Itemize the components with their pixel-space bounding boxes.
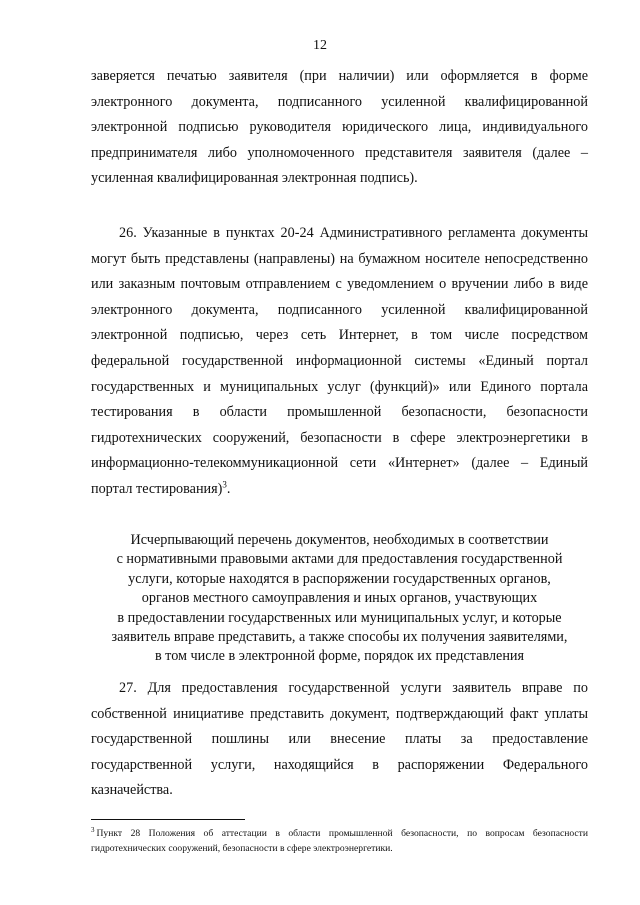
section-heading-line: органов местного самоуправления и иных органов, участвующих xyxy=(141,590,538,607)
paragraph-27: 27. Для предоставления государственной услуги заявитель вправе по собственной инициативе представить документ, подтверждающий факт уплаты государственной пошлины или внесение платы за предоставление государственной услуги, находящийся в распоряжении Федерального казначейства. xyxy=(91,680,588,799)
section-heading-line: Исчерпывающий перечень документов, необходимых в соответствии xyxy=(130,532,549,548)
section-heading-line: в предоставлении государственных или муниципальных услуг, и которые xyxy=(117,609,562,626)
section-heading-line: в том числе в электронной форме, порядок их представления xyxy=(154,648,525,665)
section-heading-line: заявитель вправе представить, а также способы их получения заявителями, xyxy=(111,629,568,646)
footnote-mark: 3 xyxy=(91,825,95,834)
footnote-text: Пункт 28 Положения об аттестации в области промышленной безопасности, по вопросам безопасности гидротехнических сооружений, безопасности в сфере электроэнергетики. xyxy=(91,828,588,854)
section-heading xyxy=(91,531,588,667)
footnote xyxy=(91,826,588,856)
section-heading-line: с нормативными правовыми актами для предоставления государственной xyxy=(116,551,563,568)
footnote-divider xyxy=(91,819,245,820)
section-heading-line: услуги, которые находятся в распоряжении государственных органов, xyxy=(128,570,551,587)
paragraph-26 xyxy=(91,221,588,503)
paragraph-continuation: заверяется печатью заявителя (при наличии) или оформляется в форме электронного документа, подписанного усиленной квалифицированной электронной подписью руководителя юридического лица, индивидуального предпринимателя либо уполномоченного представителя заявителя (далее – усиленная квалифицированная электронная подпись). xyxy=(91,68,588,187)
footnote-reference: 3 xyxy=(222,479,227,490)
paragraph-26-end: . xyxy=(226,480,231,497)
page-number: 12 xyxy=(313,38,327,53)
paragraph-26-text: 26. Указанные в пунктах 20-24 Административного регламента документы могут быть представлены (направлены) на бумажном носителе непосредственно или заказным почтовым отправлением с уведомлением о вручении либо в виде электронного документа, подписанного усиленной квалифицированной электронной подписью, через сеть Интернет, в том числе посредством федеральной государственной информационной системы «Единый портал государственных и муниципальных услуг (функций)» или Единого портала тестирования в области промышленной безопасности, безопасности гидротехнических сооружений, безопасности в сфере электроэнергетики в информационно-телекоммуникационной сети «Интернет» (далее – Единый портал тестирования) xyxy=(91,225,588,497)
